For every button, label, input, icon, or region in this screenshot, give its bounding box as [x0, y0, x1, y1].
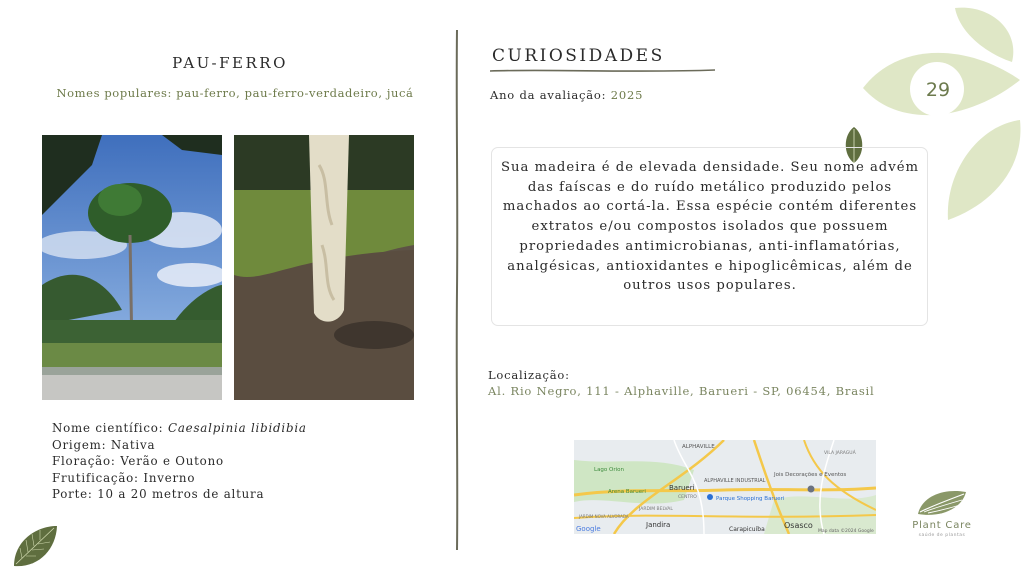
map-label: Jandira: [646, 521, 671, 529]
map-label: Parque Shopping Barueri: [716, 496, 785, 502]
map-label: JARDIM NOVA ALVORADA: [579, 514, 629, 519]
section-title: CURIOSIDADES: [492, 46, 665, 66]
location-map[interactable]: [574, 440, 876, 534]
map-label: Jois Decorações e Eventos: [774, 472, 847, 478]
map-label: Osasco: [784, 521, 813, 530]
map-label: Map data ©2024 Google: [818, 529, 874, 534]
leaf-icon: [10, 522, 60, 570]
page-number: 29: [925, 79, 951, 101]
map-label: Lago Orion: [594, 467, 625, 473]
location-label: Localização:: [488, 368, 570, 382]
location-address: Al. Rio Negro, 111 - Alphaville, Barueri - SP, 06454, Brasil: [488, 384, 875, 398]
size: Porte: 10 a 20 metros de altura: [52, 487, 265, 502]
brand-tagline: saúde de plantas: [918, 533, 966, 538]
map-label: Barueri: [669, 484, 695, 492]
map-label: Google: [576, 525, 601, 533]
brand-name: Plant Care: [912, 520, 972, 531]
title-underline: [490, 68, 715, 74]
popular-names: Nomes populares: pau-ferro, pau-ferro-verdadeiro, jucá: [56, 86, 414, 100]
trunk-photo: [234, 135, 414, 400]
evaluation-year: Ano da avaliação: 2025: [490, 88, 644, 102]
page-title: PAU-FERRO: [172, 54, 288, 72]
map-label: JARDIM BELVAL: [639, 507, 673, 512]
map-label: VILA JARAGUÁ: [824, 451, 856, 456]
column-divider: [452, 30, 462, 550]
map-label: ALPHAVILLE: [682, 444, 715, 450]
scientific-name: Nome científico: Caesalpinia libidibia: [52, 421, 307, 435]
fruiting: Frutificação: Inverno: [52, 470, 196, 485]
flowering: Floração: Verão e Outono: [52, 454, 224, 469]
map-label: ALPHAVILLE INDUSTRIAL: [704, 478, 766, 484]
origin: Origem: Nativa: [52, 437, 156, 452]
curiosity-text: Sua madeira é de elevada densidade. Seu nome advém das faíscas e do ruído metálico produzido pelos machados ao cortá-la. Essa espécie contém diferentes extratos e/ou compostos isolados que possuem propriedades antimicrobianas, anti-inflamatórias, analgésicas, antioxidantes e hipoglicêmicas, além de outros usos populares.: [500, 160, 920, 294]
plant-care-logo-icon: [914, 486, 970, 518]
species-details: [52, 420, 307, 503]
tree-photo: [42, 135, 222, 400]
map-label: CENTRO: [678, 495, 697, 500]
map-label: Carapicuíba: [729, 526, 765, 533]
map-label: Arena Barueri: [608, 489, 646, 495]
